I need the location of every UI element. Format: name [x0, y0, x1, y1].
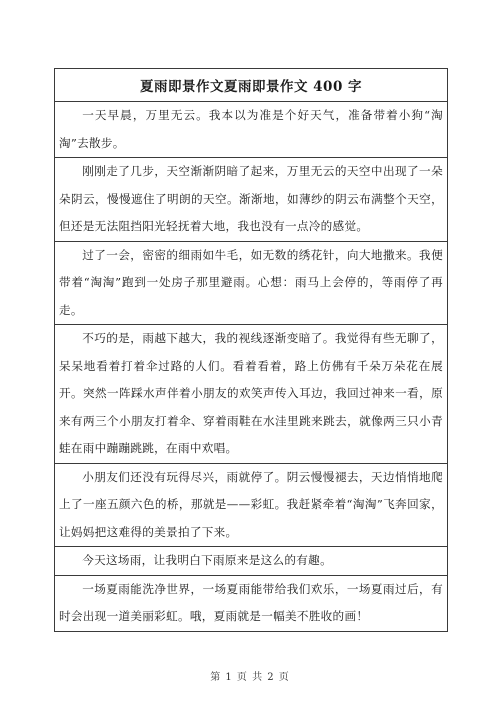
- essay-table: [54, 68, 448, 632]
- paragraph-2: 刚刚走了几步，天空渐渐阴暗了起来，万里无云的天空中出现了一朵朵阴云，慢慢遮住了明朗的天空。渐渐地，如薄纱的阴云布满整个天空，但还是无法阻挡阳光轻抚着大地，我也没有一点冷的感觉。: [55, 158, 447, 242]
- page-number: 第 1 页 共 2 页: [210, 672, 290, 683]
- paragraph-7: 一场夏雨能洗净世界，一场夏雨能带给我们欢乐，一场夏雨过后，有时会出现一道美丽彩虹。哦，夏雨就是一幅美不胜收的画！: [55, 576, 447, 632]
- paragraph-1: 一天早晨，万里无云。我本以为准是个好天气，准备带着小狗“淘淘”去散步。: [55, 102, 447, 158]
- paragraph-6: 今天这场雨，让我明白下雨原来是这么的有趣。: [55, 547, 447, 576]
- paragraph-5: 小朋友们还没有玩得尽兴，雨就停了。阴云慢慢褪去，天边悄悄地爬上了一座五颜六色的桥，那就是——彩虹。我赶紧牵着“淘淘”飞奔回家，让妈妈把这难得的美景拍了下来。: [55, 464, 447, 548]
- paragraph-4: 不巧的是，雨越下越大，我的视线逐渐变暗了。我觉得有些无聊了，呆呆地看着打着伞过路的人们。看着看着，路上仿佛有千朵万朵花在展开。突然一阵踩水声伴着小朋友的欢笑声传入耳边，我回过神来一看，原来有两三个小朋友打着伞、穿着雨鞋在水洼里跳来跳去，就像两三只小青蛙在雨中蹦蹦跳跳，在雨中欢唱。: [55, 325, 447, 464]
- paragraph-3: 过了一会，密密的细雨如牛毛，如无数的绣花针，向大地撒来。我便带着“淘淘”跑到一处房子那里避雨。心想：雨马上会停的，等雨停了再走。: [55, 242, 447, 326]
- document-title: 夏雨即景作文夏雨即景作文 400 字: [55, 69, 447, 102]
